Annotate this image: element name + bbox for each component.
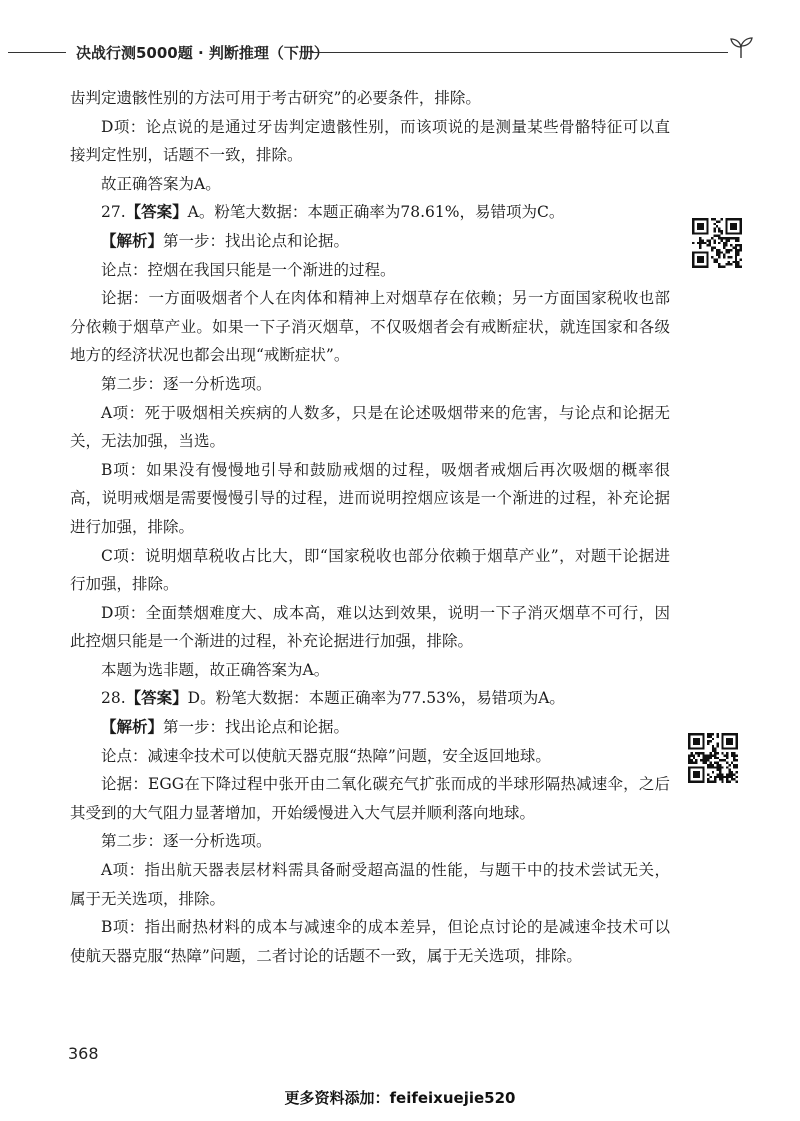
paragraph bbox=[70, 656, 670, 685]
sprout-icon bbox=[728, 36, 754, 60]
paragraph-text: C项：说明烟草税收占比大，即“国家税收也部分依赖于烟草产业”，对题干论据进行加强，排除。 bbox=[70, 546, 670, 594]
page-content bbox=[70, 84, 670, 970]
paragraph-text: 论点：减速伞技术可以使航天器克服“热障”问题，安全返回地球。 bbox=[101, 746, 551, 765]
paragraph-text: 故正确答案为A。 bbox=[101, 174, 221, 193]
section-tag: 【答案】 bbox=[125, 202, 188, 222]
paragraph bbox=[70, 256, 670, 285]
paragraph bbox=[70, 227, 670, 256]
paragraph bbox=[70, 856, 670, 913]
paragraph-text: D项：全面禁烟难度大、成本高，难以达到效果，说明一下子消灭烟草不可行，因此控烟只能是一个渐进的过程，补充论据进行加强，排除。 bbox=[70, 603, 670, 651]
paragraph-text: B项：如果没有慢慢地引导和鼓励戒烟的过程，吸烟者戒烟后再次吸烟的概率很高，说明戒烟是需要慢慢引导的过程，进而说明控烟应该是一个渐进的过程，补充论据进行加强，排除。 bbox=[70, 460, 670, 536]
page-number: 368 bbox=[68, 1044, 99, 1063]
paragraph bbox=[70, 113, 670, 170]
page-header bbox=[0, 40, 800, 64]
paragraph bbox=[70, 370, 670, 399]
qr-code-icon bbox=[692, 218, 742, 268]
paragraph-text: 论据：EGG在下降过程中张开由二氧化碳充气扩张而成的半球形隔热减速伞，之后其受到的大气阻力显著增加，开始缓慢进入大气层并顺利落向地球。 bbox=[70, 775, 670, 822]
paragraph-text: A项：指出航天器表层材料需具备耐受超高温的性能，与题干中的技术尝试无关，属于无关选项，排除。 bbox=[70, 861, 670, 908]
paragraph bbox=[70, 170, 670, 199]
paragraph-text: 第二步：逐一分析选项。 bbox=[101, 374, 272, 393]
section-tag: 【解析】 bbox=[101, 230, 164, 250]
paragraph bbox=[70, 84, 670, 113]
paragraph-text: A。粉笔大数据：本题正确率为78.61%，易错项为C。 bbox=[187, 203, 565, 222]
section-tag: 【答案】 bbox=[125, 688, 188, 708]
paragraph-text: B项：指出耐热材料的成本与减速伞的成本差异，但论点讨论的是减速伞技术可以使航天器克服“热障”问题，二者讨论的话题不一致，属于无关选项，排除。 bbox=[70, 918, 670, 965]
paragraph-text: 第一步：找出论点和论据。 bbox=[163, 718, 350, 737]
paragraph-text: 第一步：找出论点和论据。 bbox=[163, 231, 350, 250]
book-title: 决战行测5000题 · 判断推理（下册） bbox=[76, 44, 329, 62]
paragraph bbox=[70, 399, 670, 456]
header-rule-right bbox=[312, 52, 728, 53]
paragraph bbox=[70, 542, 670, 599]
paragraph bbox=[70, 827, 670, 856]
question-number: 27. bbox=[101, 203, 126, 222]
paragraph-text: A项：死于吸烟相关疾病的人数多，只是在论述吸烟带来的危害，与论点和论据无关，无法加强，当选。 bbox=[70, 403, 670, 451]
paragraph-text: 论点：控烟在我国只能是一个渐进的过程。 bbox=[101, 260, 396, 279]
paragraph bbox=[70, 284, 670, 370]
paragraph-text: 第二步：逐一分析选项。 bbox=[101, 832, 272, 851]
paragraph bbox=[70, 684, 670, 713]
paragraph bbox=[70, 198, 670, 227]
paragraph-text: 齿判定遗骸性别的方法可用于考古研究”的必要条件，排除。 bbox=[70, 89, 481, 107]
paragraph bbox=[70, 713, 670, 742]
section-tag: 【解析】 bbox=[101, 717, 164, 737]
paragraph bbox=[70, 742, 670, 771]
paragraph-text: D。粉笔大数据：本题正确率为77.53%，易错项为A。 bbox=[187, 689, 565, 708]
paragraph bbox=[70, 599, 670, 656]
qr-code-icon bbox=[688, 733, 738, 783]
paragraph bbox=[70, 770, 670, 827]
footer-note: 更多资料添加：feifeixuejie520 bbox=[284, 1089, 516, 1107]
paragraph-text: D项：论点说的是通过牙齿判定遗骸性别，而该项说的是测量某些骨骼特征可以直接判定性别，话题不一致，排除。 bbox=[70, 117, 670, 165]
paragraph-text: 本题为选非题，故正确答案为A。 bbox=[101, 660, 330, 679]
paragraph bbox=[70, 913, 670, 970]
header-rule-left bbox=[8, 52, 66, 53]
paragraph bbox=[70, 456, 670, 542]
question-number: 28. bbox=[101, 689, 126, 708]
paragraph-text: 论据：一方面吸烟者个人在肉体和精神上对烟草存在依赖；另一方面国家税收也部分依赖于烟草产业。如果一下子消灭烟草，不仅吸烟者会有戒断症状，就连国家和各级地方的经济状况也都会出现“戒断症状”。 bbox=[70, 289, 670, 365]
